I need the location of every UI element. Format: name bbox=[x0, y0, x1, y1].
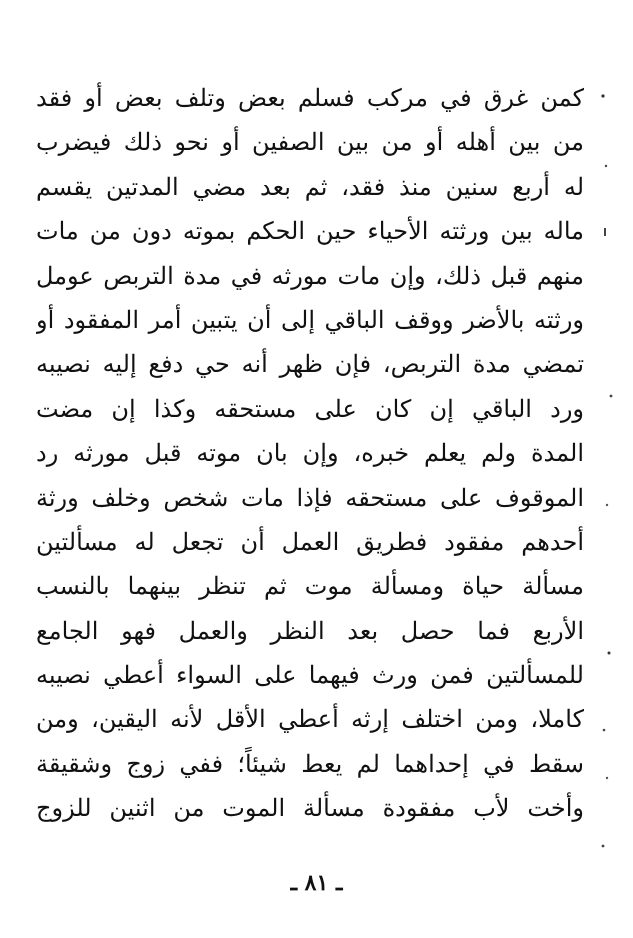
scan-speck bbox=[604, 228, 606, 236]
text-line: منهم قبل ذلك، وإن مات مورثه في مدة التربص عومل bbox=[36, 261, 584, 290]
text-line: وأخت لأب مفقودة مسألة الموت من اثنين للزوج bbox=[36, 794, 584, 823]
scan-speck bbox=[610, 395, 613, 398]
scan-speck bbox=[603, 729, 606, 732]
scan-speck bbox=[601, 94, 604, 97]
text-line: للمسألتين فمن ورث فيهما على السواء أعطي نصيبه bbox=[36, 661, 584, 690]
scan-speck bbox=[602, 845, 605, 848]
text-line: تمضي مدة التربص، فإن ظهر أنه حي دفع إليه نصيبه bbox=[36, 350, 584, 379]
text-line: مسألة حياة ومسألة موت ثم تنظر بينهما بالنسب bbox=[36, 572, 584, 601]
text-line: كمن غرق في مركب فسلم بعض وتلف بعض أو فقد bbox=[36, 84, 584, 112]
text-line: سقط في إحداهما لم يعط شيئاً؛ ففي زوج وشقيقة bbox=[36, 749, 584, 778]
text-line: ماله بين ورثته الأحياء حين الحكم بموته دون من مات bbox=[36, 217, 584, 246]
scan-speck bbox=[608, 652, 611, 655]
text-line: من بين أهله أو من بين الصفين أو نحو ذلك فيضرب bbox=[36, 128, 584, 157]
text-line: ورثته بالأضر ووقف الباقي إلى أن يتبين أمر المفقود أو bbox=[36, 305, 584, 334]
text-line: أحدهم مفقود فطريق العمل أن تجعل له مسألتين bbox=[36, 527, 584, 556]
text-line: له أربع سنين منذ فقد، ثم بعد مضي المدتين يقسم bbox=[36, 172, 584, 201]
body-text bbox=[36, 76, 584, 831]
text-line: ورد الباقي إن كان على مستحقه وكذا إن مضت bbox=[36, 394, 584, 423]
scan-speck bbox=[606, 777, 608, 779]
text-line: المدة ولم يعلم خبره، وإن بان موته قبل مورثه رد bbox=[36, 439, 584, 468]
text-line: كاملا، ومن اختلف إرثه أعطي الأقل لأنه اليقين، ومن bbox=[36, 705, 584, 734]
text-line: الأربع فما حصل بعد النظر والعمل فهو الجامع bbox=[36, 616, 584, 645]
scan-speck bbox=[605, 165, 607, 167]
text-line: الموقوف على مستحقه فإذا مات شخص وخلف ورثة bbox=[36, 483, 584, 512]
scan-speck bbox=[606, 504, 608, 506]
page-number: ـ ٨١ ـ bbox=[290, 870, 343, 896]
